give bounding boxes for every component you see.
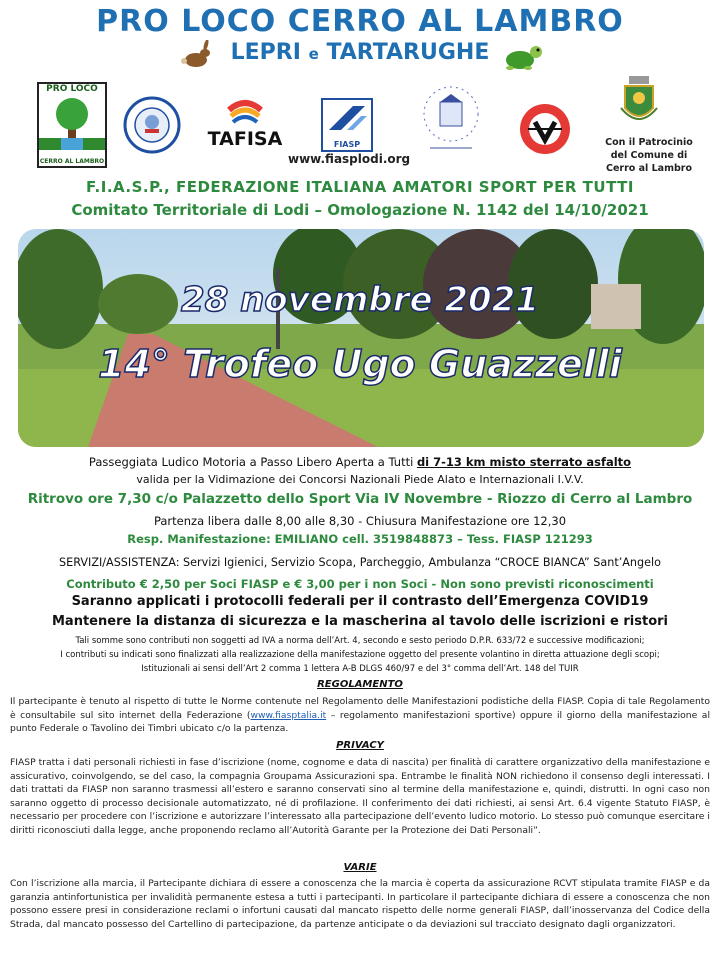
iva-note-2: I contributi su indicati sono finalizzati alla realizzazione della manifestazione oggetto del presente volantino in diretta attuazione degli scopi; bbox=[60, 650, 660, 660]
iva-note-1: Tali somme sono contributi non soggetti ad IVA a norma dell’Art. 4, secondo e sesto periodo D.P.R. 633/72 e successive modificazioni; bbox=[75, 636, 645, 646]
walk-description bbox=[0, 455, 720, 469]
covid-mask-text: Mantenere la distanza di sicurezza e la mascherina al tavolo delle iscrizioni e ristori bbox=[52, 614, 668, 629]
tafisa-emblem-icon bbox=[227, 96, 263, 126]
event-date: 28 novembre 2021 bbox=[181, 280, 539, 320]
subtitle-lepri: LEPRI bbox=[230, 40, 301, 65]
tree-icon bbox=[39, 94, 105, 150]
proloco-logo-label: PRO LOCO bbox=[46, 84, 98, 94]
tafisa-logo bbox=[206, 96, 284, 152]
subtitle-e: e bbox=[308, 45, 319, 63]
iva-note-3: Istituzionali ai sensi dell’Art 2 comma 1 lettera A-B DLGS 460/97 e del 3° comma dell’Art. 148 del TUIR bbox=[141, 664, 579, 674]
hare-icon bbox=[178, 40, 212, 70]
comitato-lodi-logo-icon bbox=[418, 84, 484, 154]
privacy-heading: PRIVACY bbox=[336, 740, 384, 751]
fiasp-emblem-icon bbox=[323, 100, 371, 136]
omologazione-line: Comitato Territoriale di Lodi – Omologazione N. 1142 del 14/10/2021 bbox=[71, 201, 649, 219]
ivv-logo-icon bbox=[518, 102, 572, 156]
website-link[interactable]: www.fiasplodi.org bbox=[288, 152, 411, 166]
patrocinio-text: Con il Patrocinio del Comune di Cerro al Lambro bbox=[605, 137, 693, 174]
comune-crest-icon bbox=[617, 74, 661, 130]
privacy-text: FIASP tratta i dati personali richiesti in fase d’iscrizione (nome, cognome e data di nascita) per finalità di carattere organizzativo della manifestazione e assicurativo, coinvolgendo, se del caso, la compagnia Groupama Assicurazioni spa. Entrambe le finalità NON richiedono il consenso degli interessati. I dati trattati da FIASP non saranno trasmessi all’estero e saranno conservati sino al termine della manifestazione e, quindi, distrutti. In ogni caso non saranno oggetto di processo decisionale automatizzato, né di profilazione. Il conferimento dei dati richiesti, ai sensi Art. 6.4 vigente Statuto FIASP, è necessario per procedere con l’iscrizione e autorizzare l’interessato alla partecipazione dell’evento ludico motorio. Lo stesso può comunque esercitare i diritti riconosciuti dalla legge, anche proponendo reclamo all’Autorità Garante per la Protezione dei Dati Personali”. bbox=[10, 757, 710, 836]
fiasp-site-link[interactable]: www.fiasptalia.it bbox=[250, 709, 327, 721]
fiasp-logo bbox=[321, 98, 373, 152]
partenza-text: Partenza libera dalle 8,00 alle 8,30 - Chiusura Manifestazione ore 12,30 bbox=[153, 514, 567, 528]
regolamento-text-b: – regolamento manifestazioni sportive) oppure il giorno della manifestazione al punto Federale o Tavolino dei Timbri ubicato c/o la partenza. bbox=[10, 709, 710, 735]
varie-text: Con l’iscrizione alla marcia, il Partecipante dichiara di essere a conoscenza che la marcia è coperta da assicurazione RCVT stipulata tramite FIASP e da garanzia antinfortunistica per invalidità permanente estesa a tutti i partecipanti. In particolare il partecipante dichiara di essere a conoscenza che non possono essere presi in considerazione reclami o infortuni causati dal mancato rispetto delle norme generali FIASP, dall’inosservanza del Codice della Strada, dal mancato possesso del Cartellino di partecipazione, da partenze anticipate o da deviazioni sul tracciato designato dagli organizzatori. bbox=[10, 878, 710, 930]
servizi-text: SERVIZI/ASSISTENZA: Servizi Igienici, Servizio Scopa, Parcheggio, Ambulanza “CROCE BIANCA” Sant’Angelo bbox=[59, 556, 661, 569]
validity-text: valida per la Vidimazione dei Concorsi Nazionali Piede Alato e Internazionali I.V.V. bbox=[136, 473, 584, 486]
page-title: PRO LOCO CERRO AL LAMBRO bbox=[96, 4, 624, 39]
tafisa-label: TAFISA bbox=[207, 128, 283, 150]
park-photo bbox=[18, 229, 704, 447]
fiasp-label: FIASP bbox=[333, 140, 361, 149]
covid-protocol-text: Saranno applicati i protocolli federali per il contrasto dell’Emergenza COVID19 bbox=[71, 594, 649, 609]
event-name: 14° Trofeo Ugo Guazzelli bbox=[98, 342, 622, 386]
walk-distance: di 7-13 km misto sterrato asfalto bbox=[416, 455, 632, 469]
varie-heading: VARIE bbox=[343, 862, 377, 873]
federation-name: F.I.A.S.P., FEDERAZIONE ITALIANA AMATORI SPORT PER TUTTI bbox=[86, 178, 634, 196]
proloco-logo-caption: CERRO AL LAMBRO bbox=[39, 158, 105, 165]
regolamento-text-a: Il partecipante è tenuto al rispetto di tutte le Norme contenute nel Regolamento delle Manifestazioni podistiche della FIASP. Copia di tale Regolamento è consultabile sul sito internet della Federazione ( bbox=[10, 696, 710, 721]
turtle-icon bbox=[500, 40, 544, 72]
park-scene-image bbox=[18, 229, 704, 447]
page-subtitle bbox=[0, 40, 720, 65]
ritrovo-text: Ritrovo ore 7,30 c/o Palazzetto dello Sport Via IV Novembre - Riozzo di Cerro al Lambro bbox=[27, 491, 693, 507]
proloco-logo bbox=[37, 82, 107, 168]
contributo-text: Contributo € 2,50 per Soci FIASP e € 3,00 per i non Soci - Non sono previsti riconoscimenti bbox=[66, 577, 654, 591]
regolamento-heading: REGOLAMENTO bbox=[317, 679, 403, 690]
subtitle-tartarughe: TARTARUGHE bbox=[326, 40, 490, 65]
podistica-logo-icon bbox=[123, 96, 181, 154]
responsabile-text: Resp. Manifestazione: EMILIANO cell. 3519848873 – Tess. FIASP 121293 bbox=[127, 532, 593, 546]
regolamento-text bbox=[10, 695, 710, 736]
walk-description-text: Passeggiata Ludico Motoria a Passo Libero Aperta a Tutti bbox=[88, 455, 417, 469]
